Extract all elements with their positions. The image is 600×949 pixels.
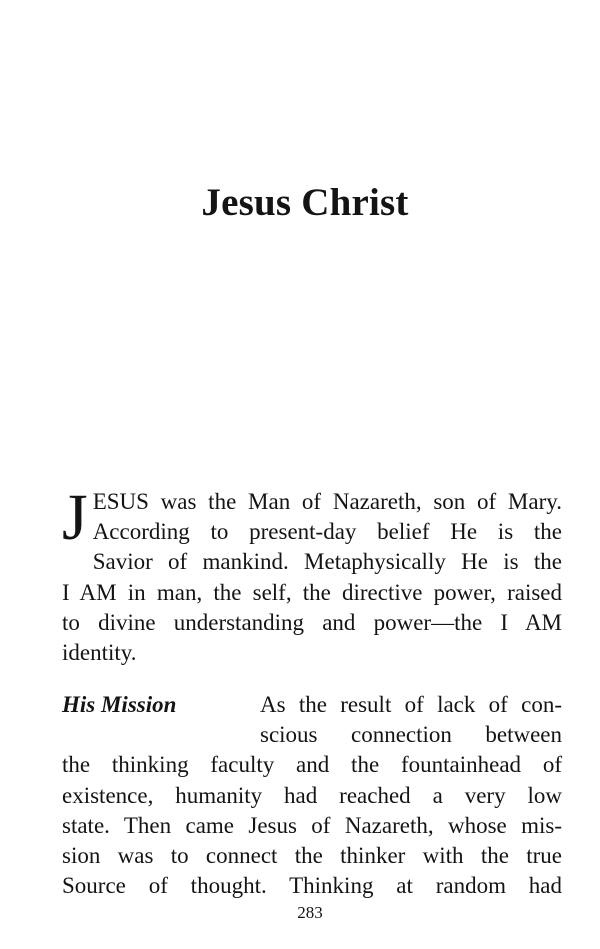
intro-paragraph	[62, 481, 563, 668]
text-line	[62, 578, 562, 608]
drop-cap: J	[62, 481, 88, 554]
text-line: sion was to connect the thinker with the true	[62, 843, 562, 869]
section-first-line	[62, 690, 562, 720]
text-segment: to divine understanding and power—the	[62, 609, 483, 635]
text-line: existence, humanity had reached a very low	[62, 782, 562, 808]
text-line: state. Then came Jesus of Nazareth, whose mis-	[62, 812, 562, 838]
text-line: ESUS was the Man of Nazareth, son of Mary.	[92, 489, 562, 514]
i-am-term: I AM	[500, 609, 563, 635]
text-line: According to present-day belief He is the	[92, 519, 562, 545]
page-number: 283	[297, 903, 323, 922]
text-line: Savior of mankind. Metaphysically He is the	[92, 549, 562, 575]
text-line: identity.	[62, 640, 137, 666]
i-am-term: I AM	[62, 579, 117, 605]
chapter-title: Jesus Christ	[201, 181, 409, 224]
mission-section	[62, 690, 562, 901]
text-segment: As the result of lack of con-	[260, 692, 562, 717]
text-line: the thinking faculty and the fountainhead of	[62, 752, 562, 778]
text-line: Source of thought. Thinking at random had	[62, 873, 562, 899]
text-segment: in man, the self, the directive power, raised	[127, 579, 563, 605]
section-heading: His Mission	[62, 692, 177, 717]
text-line: scious connection between	[260, 722, 562, 748]
text-line	[62, 608, 562, 638]
